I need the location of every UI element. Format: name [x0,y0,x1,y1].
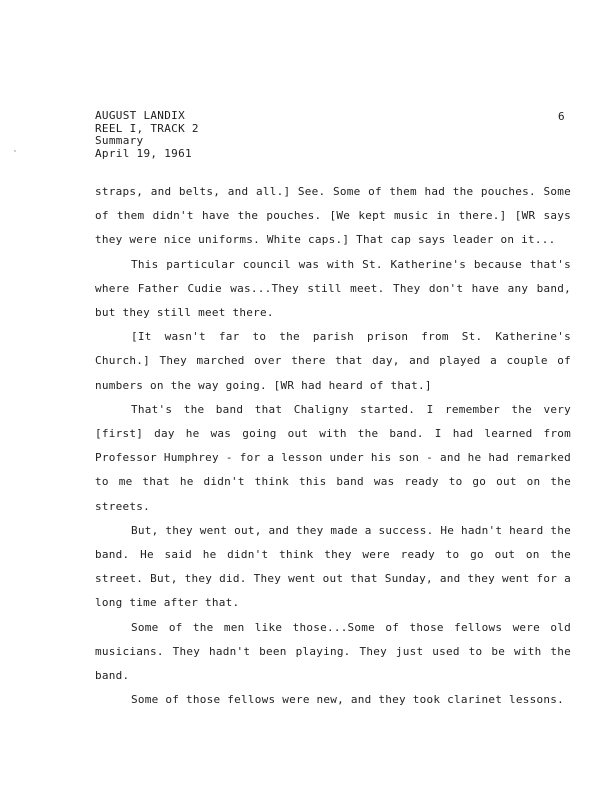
header-reel-track: REEL I, TRACK 2 [95,121,199,135]
header-date: April 19, 1961 [95,146,192,160]
paragraph: Some of the men like those...Some of those fellows were old musicians. They hadn't been playing. They just used to be with the band. [95,620,571,683]
paragraph: [It wasn't far to the parish prison from St. Katherine's Church.] They marched over there that day, and played a couple of numbers on the way going. [WR had heard of that.] [95,330,571,392]
document-body [95,180,571,712]
paragraph: That's the band that Chaligny started. I remember the very [first] day he was going out with the band. I had learned from Professor Humphrey - for a lesson under his son - and he had remarked to me that he didn't think this band was ready to go out on the streets. [95,402,571,513]
page-number: 6 [558,110,565,123]
header-name: AUGUST LANDIX [95,109,185,122]
header-summary: Summary [95,134,144,147]
paragraph: straps, and belts, and all.] See. Some of them had the pouches. Some of them didn't have the pouches. [We kept music in there.] [WR says they were nice uniforms. White caps.] That cap says leader on it... [95,185,571,247]
scan-speck [14,150,16,152]
paragraph: This particular council was with St. Katherine's because that's where Father Cudie was...They still meet. They don't have any band, but they still meet there. [95,257,571,320]
paragraph: Some of those fellows were new, and they took clarinet lessons. [131,693,564,707]
paragraph: But, they went out, and they made a success. He hadn't heard the band. He said he didn't think they were ready to go out on the street. But, they did. They went out that Sunday, and they went for a long time after that. [95,523,571,610]
document-header [95,110,199,160]
